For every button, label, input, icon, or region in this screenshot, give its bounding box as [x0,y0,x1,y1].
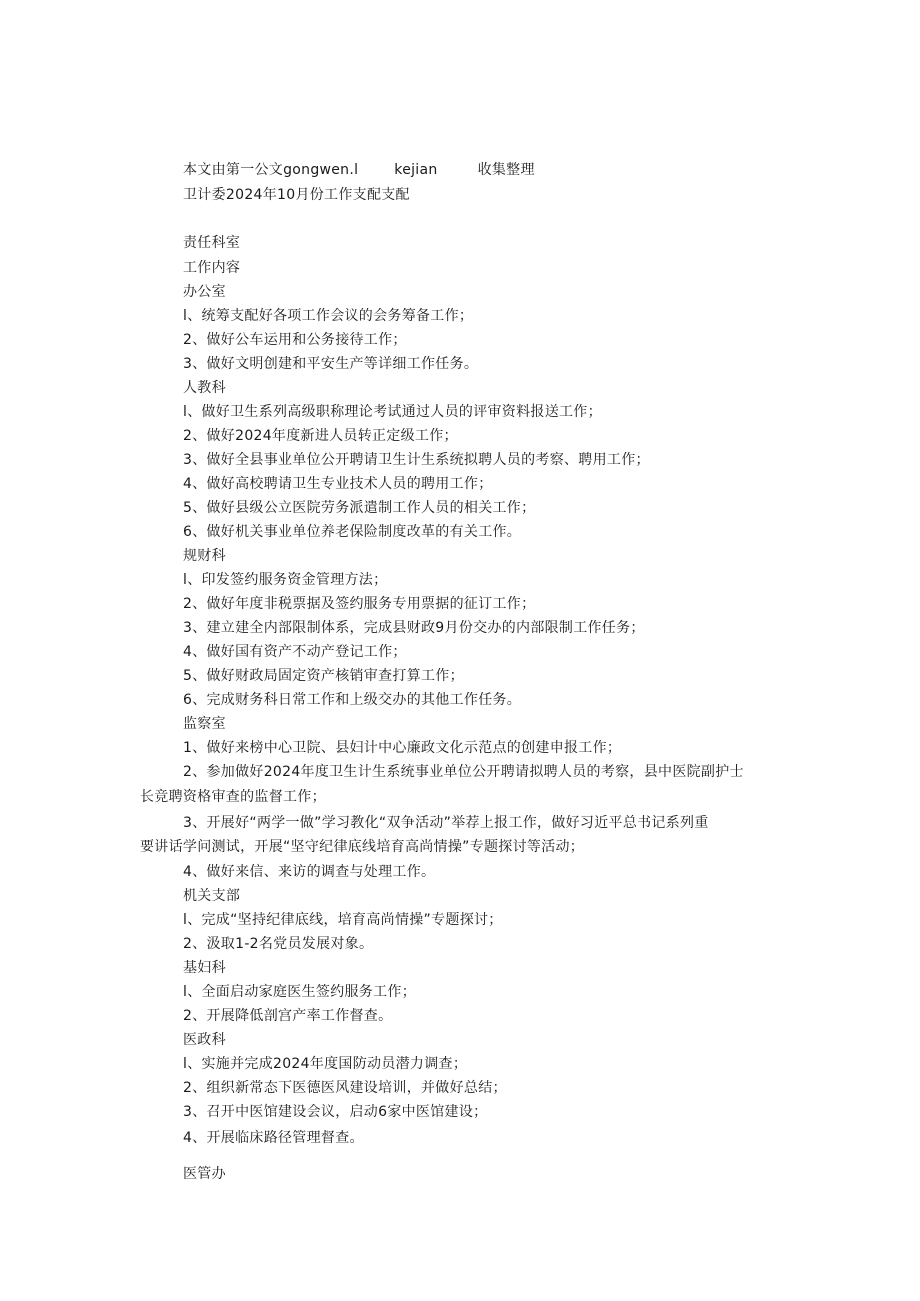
section-office: 办公室 [183,284,226,300]
source-note [183,160,535,180]
source-prefix: 本文由第一公文gongwen.l [183,162,359,178]
section-hospital-mgmt: 医管办 [183,1166,226,1182]
finance-item: 6、完成财务科日常工作和上级交办的其他工作任务。 [183,692,522,708]
medical-admin-item: 4、开展临床路径管理督查。 [183,1130,364,1146]
finance-item: 3、建立建全内部限制体系，完成县财政9月份交办的内部限制工作任务； [183,620,645,636]
party-item: l、完成“坚持纪律底线，培育高尚情操”专题探讨； [183,912,503,928]
office-item: l、统筹支配好各项工作会议的会务筹备工作； [183,308,474,324]
table-header-content: 工作内容 [183,260,241,276]
finance-item: l、印发签约服务资金管理方法； [183,572,388,588]
document-title: 卫计委2024年10月份工作支配支配 [183,187,410,203]
medical-admin-item: l、实施并完成2024年度国防动员潜力调查； [183,1056,468,1072]
personnel-item: l、做好卫生系列高级职称理论考试通过人员的评审资料报送工作； [183,404,602,420]
personnel-item: 4、做好高校聘请卫生专业技术人员的聘用工作； [183,476,493,492]
section-maternal: 基妇科 [183,960,226,976]
section-party: 机关支部 [183,888,241,904]
office-item: 2、做好公车运用和公务接待工作； [183,332,407,348]
source-mid: kejian [394,162,438,178]
maternal-item: 2、开展降低剖宫产率工作督查。 [183,1008,393,1024]
section-medical-admin: 医政科 [183,1032,226,1048]
finance-item: 4、做好国有资产不动产登记工作； [183,644,407,660]
section-finance: 规财科 [183,548,226,564]
personnel-item: 5、做好县级公立医院劳务派遣制工作人员的相关工作； [183,500,536,516]
personnel-item: 6、做好机关事业单位养老保险制度改革的有关工作。 [183,524,522,540]
personnel-item: 2、做好2024年度新进人员转正定级工作； [183,428,458,444]
maternal-item: l、全面启动家庭医生签约服务工作； [183,984,416,1000]
supervision-item: 3、开展好“两学一做”学习教化“双争活动”举荐上报工作，做好习近平总书记系列重 [183,815,709,831]
office-item: 3、做好文明创建和平安生产等详细工作任务。 [183,356,479,372]
supervision-item: 1、做好来榜中心卫院、县妇计中心廉政文化示范点的创建申报工作； [183,740,622,756]
source-suffix: 收集整理 [477,162,535,178]
medical-admin-item: 2、组织新常态下医德医风建设培训，并做好总结； [183,1080,507,1096]
finance-item: 5、做好财政局固定资产核销审查打算工作； [183,668,464,684]
supervision-item: 4、做好来信、来访的调查与处理工作。 [183,864,436,880]
medical-admin-item: 3、召开中医馆建设会议，启动6家中医馆建设； [183,1104,488,1120]
supervision-item-continuation: 要讲话学问测试，开展“坚守纪律底线培育高尚情操”专题探讨等活动； [140,839,585,855]
personnel-item: 3、做好全县事业单位公开聘请卫生计生系统拟聘人员的考察、聘用工作； [183,452,650,468]
section-supervision: 监察室 [183,716,226,732]
supervision-item-continuation: 长竞聘资格审查的监督工作； [140,789,326,805]
finance-item: 2、做好年度非税票据及签约服务专用票据的征订工作； [183,596,536,612]
table-header-department: 责任科室 [183,235,241,251]
party-item: 2、汲取1-2名党员发展对象。 [183,936,374,952]
section-personnel: 人教科 [183,380,226,396]
supervision-item: 2、参加做好2024年度卫生计生系统事业单位公开聘请拟聘人员的考察，县中医院副护士 [183,764,744,780]
